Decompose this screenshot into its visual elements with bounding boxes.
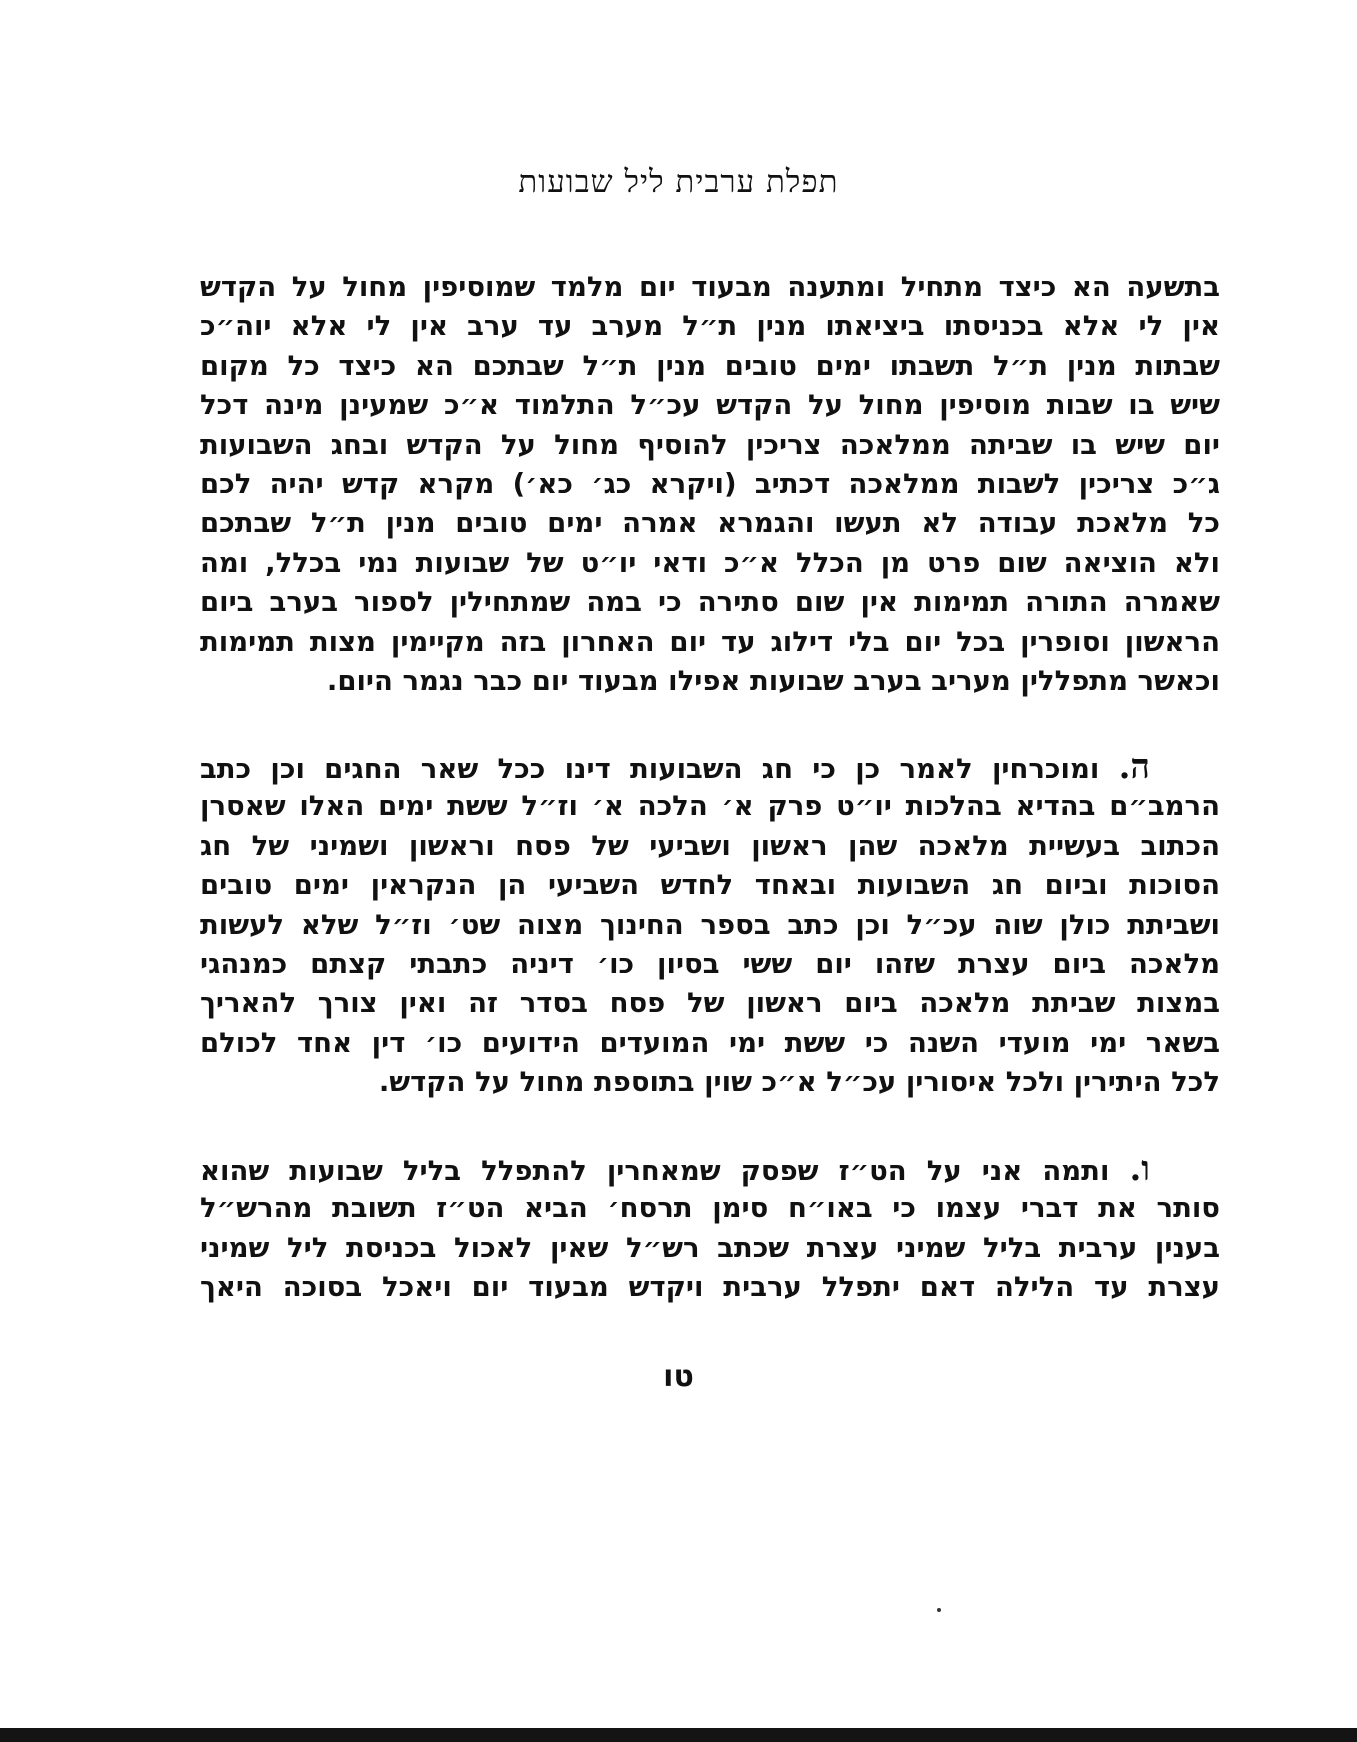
text-line: אין לי אלא בכניסתו ביציאתו מנין ת״ל מערב עד ערב אין לי אלא יוה״כ [200,310,1220,343]
text-line: לכל היתירין ולכל איסורין עכ״ל א״כ שוין בתוספת מחול על הקדש. [378,1066,1220,1099]
scan-speck [937,1608,941,1612]
text-line: סותר את דברי עצמו כי באו״ח סימן תרסח׳ הביא הט״ז תשובת מהרש״ל [200,1192,1220,1225]
text-line-content: ותמה אני על הט״ז שפסק שמאחרין להתפלל בליל שבועות שהוא [200,1155,1110,1187]
text-line: ושביתת כולן שוה עכ״ל וכן כתב בספר החינוך מצוה שט׳ וז״ל שלא לעשות [200,908,1220,941]
paragraph-6 [200,1150,1220,1308]
text-line: שיש בו שבות מוסיפין מחול על הקדש עכ״ל התלמוד א״כ שמעינן מינה דכל [200,389,1220,422]
text-line: הסוכות וביום חג השבועות ובאחד לחדש השביעי הן הנקראין ימים טובים [200,869,1220,902]
text-line: במצות שביתת מלאכה ביום ראשון של פסח בסדר זה ואין צורך להאריך [200,987,1220,1020]
paragraph-1 [200,268,1220,701]
running-title: תפלת ערבית ליל שבועות [518,164,839,200]
text-line: יום שיש בו שביתה ממלאכה צריכין להוסיף מחול על הקדש ובחג השבועות [200,428,1220,461]
paragraph-5 [200,748,1220,1103]
text-line: שאמרה התורה תמימות אין שום סתירה כי במה שמתחילין לספור בערב ביום [200,586,1220,619]
text-line: כל מלאכת עבודה לא תעשו והגמרא אמרה ימים טובים מנין ת״ל שבתכם [200,507,1220,540]
page-number: טו [663,1359,694,1394]
text-line: בענין ערבית בליל שמיני עצרת שכתב רש״ל שאין לאכול בכניסת ליל שמיני [200,1231,1220,1264]
section-marker: ה. [1118,748,1150,787]
text-line: הראשון וסופרין בכל יום בלי דילוג עד יום האחרון בזה מקיימין מצות תמימות [200,625,1220,658]
text-line: עצרת עד הלילה דאם יתפלל ערבית ויקדש מבעוד יום ויאכל בסוכה היאך [200,1271,1220,1304]
text-line: ג״כ צריכין לשבות ממלאכה דכתיב (ויקרא כג׳ כא׳) מקרא קדש יהיה לכם [200,467,1220,500]
text-line: הכתוב בעשיית מלאכה שהן ראשון ושביעי של פסח וראשון ושמיני של חג [200,829,1220,862]
text-line: הרמב״ם בהדיא בהלכות יו״ט פרק א׳ הלכה א׳ וז״ל ששת ימים האלו שאסרן [200,790,1220,823]
text-line-content: ומוכרחין לאמר כן כי חג השבועות דינו ככל שאר החגים וכן כתב [200,753,1100,785]
text-line: בשאר ימי מועדי השנה כי ששת ימי המועדים הידועים כו׳ דין אחד לכולם [200,1026,1220,1059]
text-line: וכאשר מתפללין מעריב בערב שבועות אפילו מבעוד יום כבר נגמר היום. [326,664,1220,697]
text-line [200,1150,1220,1189]
text-line: מלאכה ביום עצרת שזהו יום ששי בסיון כו׳ דיניה כתבתי קצתם כמנהגי [200,947,1220,980]
text-line [200,748,1220,787]
text-line: שבתות מנין ת״ל תשבתו ימים טובים מנין ת״ל שבתכם הא כיצד כל מקום [200,349,1220,382]
section-marker: ו. [1129,1150,1151,1189]
text-line: בתשעה הא כיצד מתחיל ומתענה מבעוד יום מלמד שמוסיפין מחול על הקדש [200,271,1220,303]
scan-edge-bar [0,1728,1357,1742]
text-line: ולא הוציאה שום פרט מן הכלל א״כ ודאי יו״ט של שבועות נמי בכלל, ומה [200,546,1220,579]
